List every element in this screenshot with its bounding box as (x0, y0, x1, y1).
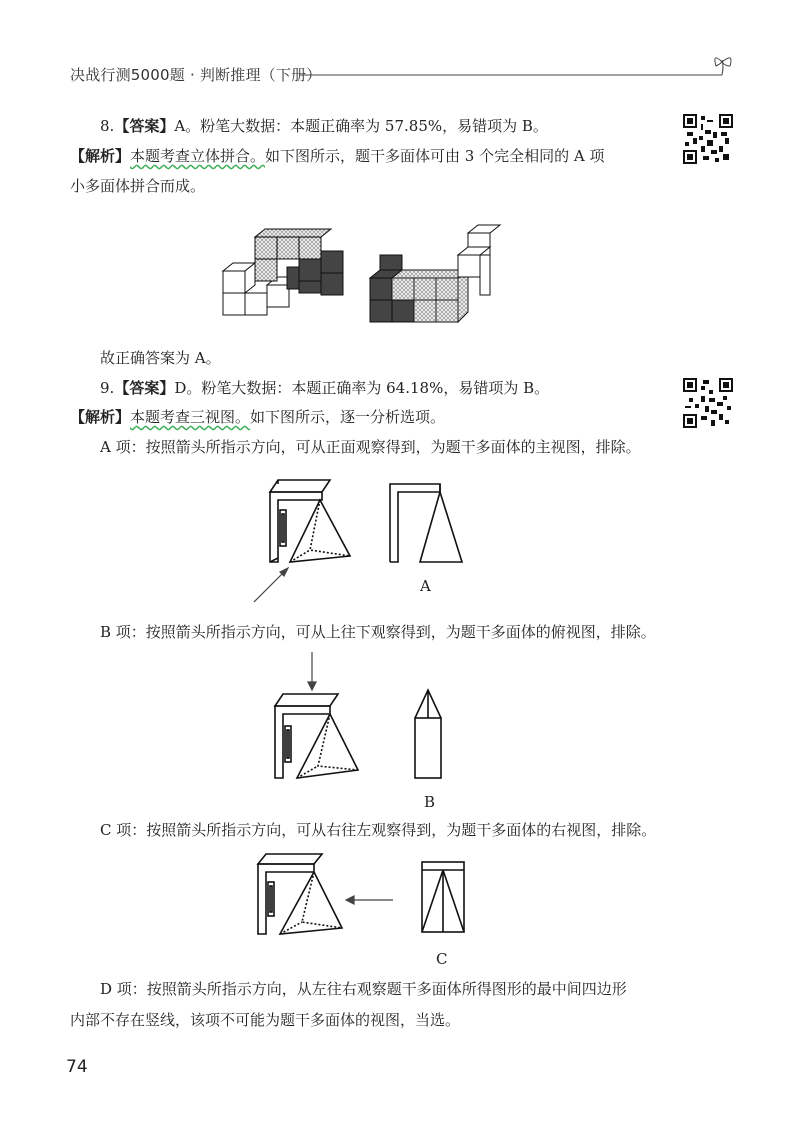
q9-option-b-text: B 项：按照箭头所指示方向，可从上往下观察得到，为题干多面体的俯视图，排除。 (100, 623, 656, 641)
qr-code-q9[interactable] (683, 378, 733, 428)
caption-c: C (436, 950, 448, 968)
analysis-topic: 本题考查立体拼合。 (130, 147, 266, 165)
q9-answer-line: 9.【答案】D。粉笔大数据：本题正确率为 64.18%，易错项为 B。 (100, 379, 550, 397)
q9-option-c-text: C 项：按照箭头所指示方向，可从右往左观察得到，为题干多面体的右视图，排除。 (100, 821, 657, 839)
answer-tag: 【答案】 (114, 379, 175, 397)
caption-b: B (424, 793, 436, 811)
arrow-from-front (254, 568, 288, 602)
analysis-tag: 【解析】 (70, 408, 131, 426)
top-view-b (415, 690, 441, 778)
page-number: 74 (66, 1057, 88, 1077)
right-cube-assembly (370, 225, 500, 322)
q9-figure-c (250, 850, 480, 940)
q9-figure-b (260, 648, 460, 788)
arrow-from-right (346, 896, 393, 904)
analysis-topic: 本题考查三视图。 (130, 408, 251, 426)
analysis-tag: 【解析】 (70, 147, 131, 165)
arrow-from-top (308, 652, 316, 690)
q9-figure-a (250, 470, 480, 610)
bracket-solid (270, 480, 330, 562)
q9-option-a-text: A 项：按照箭头所指示方向，可从正面观察得到，为题干多面体的主视图，排除。 (100, 438, 641, 456)
sprout-icon (715, 58, 731, 75)
q8-answer-line: 8.【答案】A。粉笔大数据：本题正确率为 57.85%，易错项为 B。 (100, 117, 548, 135)
caption-a: A (420, 577, 431, 595)
q8-cube-assembly-figure (215, 225, 505, 335)
answer-tag: 【答案】 (114, 117, 175, 135)
front-view-a (390, 484, 462, 562)
left-cube-assembly (223, 229, 343, 315)
q8-analysis-line-2: 小多面体拼合而成。 (70, 177, 206, 195)
running-header-title: 决战行测5000题 · 判断推理（下册） (70, 66, 322, 84)
q8-analysis-line-1: 【解析】本题考查立体拼合。如下图所示，题干多面体可由 3 个完全相同的 A 项 (70, 147, 605, 165)
q8-conclusion: 故正确答案为 A。 (100, 349, 221, 367)
pyramid-solid (290, 500, 350, 562)
header-rule (0, 0, 800, 100)
qr-code-q8[interactable] (683, 114, 733, 164)
q9-option-d-text-2: 内部不存在竖线，该项不可能为题干多面体的视图，当选。 (70, 1011, 461, 1029)
side-view-c (422, 862, 464, 932)
q9-analysis-line: 【解析】本题考查三视图。如下图所示，逐一分析选项。 (70, 408, 446, 426)
q9-option-d-text-1: D 项：按照箭头所指示方向，从左往右观察题干多面体所得图形的最中间四边形 (100, 980, 627, 998)
